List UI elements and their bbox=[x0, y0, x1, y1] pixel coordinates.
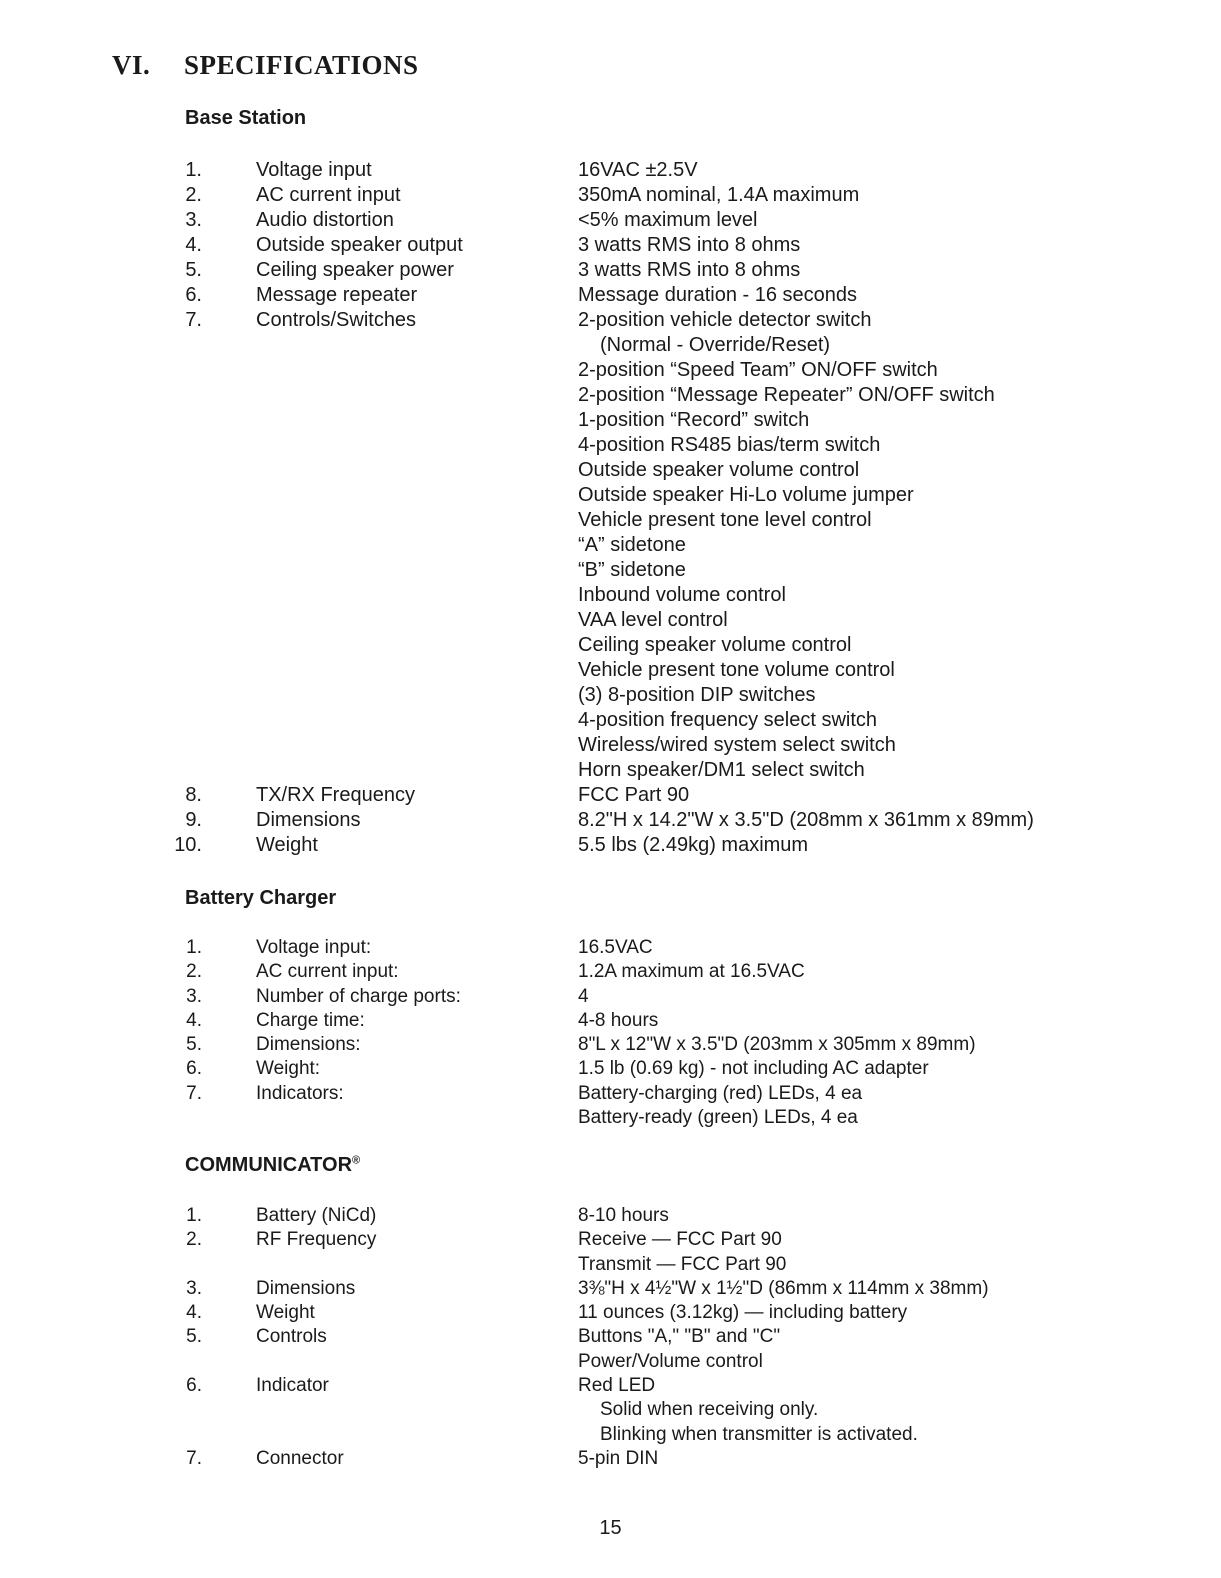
spec-row bbox=[0, 733, 1221, 758]
spec-row bbox=[0, 533, 1221, 558]
spec-number: 6. bbox=[186, 1375, 202, 1397]
spec-value: Message duration - 16 seconds bbox=[578, 284, 858, 306]
spec-value: 5.5 lbs (2.49kg) maximum bbox=[578, 834, 809, 856]
spec-label: Indicators: bbox=[256, 1082, 344, 1104]
spec-row bbox=[0, 985, 1221, 1009]
spec-row bbox=[0, 1447, 1221, 1471]
spec-value: Horn speaker/DM1 select switch bbox=[578, 759, 865, 781]
spec-value: 8"L x 12"W x 3.5"D (203mm x 305mm x 89mm) bbox=[578, 1034, 976, 1056]
spec-label: Message repeater bbox=[256, 284, 418, 306]
spec-value: Vehicle present tone level control bbox=[578, 509, 872, 531]
spec-row bbox=[0, 158, 1221, 183]
spec-label: RF Frequency bbox=[256, 1229, 377, 1251]
registered-mark: ® bbox=[352, 1154, 361, 1167]
spec-number: 8. bbox=[185, 784, 202, 806]
spec-value: “B” sidetone bbox=[578, 559, 686, 581]
spec-row bbox=[0, 1423, 1221, 1447]
spec-row bbox=[0, 1228, 1221, 1252]
spec-value: 2-position “Message Repeater” ON/OFF switch bbox=[578, 384, 995, 406]
spec-value: Battery-charging (red) LEDs, 4 ea bbox=[578, 1082, 863, 1104]
spec-value: 4-8 hours bbox=[578, 1009, 659, 1031]
spec-row bbox=[0, 960, 1221, 984]
spec-label: Weight bbox=[256, 1302, 315, 1324]
spec-label: Number of charge ports: bbox=[256, 985, 461, 1007]
spec-label: Audio distortion bbox=[256, 209, 394, 231]
spec-row bbox=[0, 608, 1221, 633]
spec-number: 4. bbox=[185, 234, 202, 256]
spec-value: Transmit — FCC Part 90 bbox=[578, 1253, 787, 1275]
spec-label: Dimensions: bbox=[256, 1034, 361, 1056]
section-title-communicator bbox=[185, 1154, 360, 1177]
base-station-spec-list bbox=[0, 158, 1221, 858]
spec-row bbox=[0, 936, 1221, 960]
spec-number: 1. bbox=[186, 937, 202, 958]
spec-row bbox=[0, 1106, 1221, 1130]
spec-value: 1-position “Record” switch bbox=[578, 409, 810, 431]
spec-value: 2-position “Speed Team” ON/OFF switch bbox=[578, 359, 938, 381]
spec-label: Weight: bbox=[256, 1058, 321, 1080]
heading-number: VI. bbox=[112, 50, 151, 80]
spec-row bbox=[0, 458, 1221, 483]
spec-row bbox=[0, 758, 1221, 783]
spec-value: 16VAC ±2.5V bbox=[578, 159, 698, 181]
spec-value: 4-position frequency select switch bbox=[578, 709, 878, 731]
spec-number: 4. bbox=[186, 1009, 202, 1031]
heading-title: SPECIFICATIONS bbox=[184, 50, 419, 80]
spec-value: 4-position RS485 bias/term switch bbox=[578, 434, 881, 456]
spec-row bbox=[0, 1057, 1221, 1081]
spec-label: Controls bbox=[256, 1326, 327, 1348]
spec-label: Ceiling speaker power bbox=[256, 259, 454, 281]
spec-value: Solid when receiving only. bbox=[600, 1399, 819, 1421]
spec-label: Indicator bbox=[256, 1375, 329, 1397]
spec-label: AC current input: bbox=[256, 961, 399, 983]
spec-number: 10. bbox=[174, 834, 202, 856]
spec-value: (Normal - Override/Reset) bbox=[600, 334, 831, 356]
spec-value: Battery-ready (green) LEDs, 4 ea bbox=[578, 1107, 858, 1129]
spec-value: 16.5VAC bbox=[578, 937, 653, 958]
spec-number: 2. bbox=[186, 961, 202, 983]
spec-row bbox=[0, 233, 1221, 258]
spec-label: Battery (NiCd) bbox=[256, 1205, 377, 1226]
spec-number: 5. bbox=[185, 259, 202, 281]
spec-label: Voltage input bbox=[256, 159, 372, 181]
spec-row bbox=[0, 783, 1221, 808]
spec-row bbox=[0, 258, 1221, 283]
spec-label: Dimensions bbox=[256, 1277, 356, 1299]
spec-row bbox=[0, 358, 1221, 383]
spec-value: 5-pin DIN bbox=[578, 1447, 659, 1469]
spec-number: 3. bbox=[186, 985, 202, 1007]
spec-label: Weight bbox=[256, 834, 318, 856]
spec-row bbox=[0, 433, 1221, 458]
spec-row bbox=[0, 658, 1221, 683]
spec-row bbox=[0, 683, 1221, 708]
spec-label: Connector bbox=[256, 1447, 344, 1469]
spec-row bbox=[0, 508, 1221, 533]
spec-value: Wireless/wired system select switch bbox=[578, 734, 896, 756]
spec-value: <5% maximum level bbox=[578, 209, 758, 231]
spec-value: Outside speaker volume control bbox=[578, 459, 860, 481]
spec-row bbox=[0, 633, 1221, 658]
spec-number: 6. bbox=[185, 284, 202, 306]
spec-row bbox=[0, 1350, 1221, 1374]
spec-number: 2. bbox=[186, 1229, 202, 1251]
spec-value: 4 bbox=[578, 985, 589, 1007]
spec-row bbox=[0, 1398, 1221, 1422]
spec-value: Inbound volume control bbox=[578, 584, 786, 606]
spec-value: 8-10 hours bbox=[578, 1205, 669, 1226]
spec-row bbox=[0, 183, 1221, 208]
spec-value: 1.5 lb (0.69 kg) - not including AC adapter bbox=[578, 1058, 929, 1080]
spec-value: Buttons "A," "B" and "C" bbox=[578, 1326, 781, 1348]
page-number: 15 bbox=[599, 1517, 622, 1539]
spec-value: 350mA nominal, 1.4A maximum bbox=[578, 184, 860, 206]
section-title-battery-charger: Battery Charger bbox=[185, 887, 337, 909]
spec-value: Outside speaker Hi-Lo volume jumper bbox=[578, 484, 914, 506]
spec-row bbox=[0, 1301, 1221, 1325]
spec-number: 3. bbox=[185, 209, 202, 231]
spec-number: 7. bbox=[186, 1082, 202, 1104]
spec-label: AC current input bbox=[256, 184, 401, 206]
spec-number: 7. bbox=[186, 1447, 202, 1469]
spec-row bbox=[0, 1033, 1221, 1057]
spec-row bbox=[0, 1277, 1221, 1301]
spec-label: TX/RX Frequency bbox=[256, 784, 415, 806]
spec-number: 6. bbox=[186, 1058, 202, 1080]
spec-value: FCC Part 90 bbox=[578, 784, 690, 806]
spec-row bbox=[0, 1325, 1221, 1349]
spec-value: (3) 8-position DIP switches bbox=[578, 684, 816, 706]
spec-row bbox=[0, 333, 1221, 358]
spec-value: Red LED bbox=[578, 1375, 656, 1397]
spec-row bbox=[0, 483, 1221, 508]
spec-row bbox=[0, 708, 1221, 733]
spec-value: 3 watts RMS into 8 ohms bbox=[578, 234, 801, 256]
spec-value: 11 ounces (3.12kg) — including battery bbox=[578, 1302, 908, 1324]
spec-value: 1.2A maximum at 16.5VAC bbox=[578, 961, 805, 983]
spec-number: 1. bbox=[185, 159, 202, 181]
spec-row bbox=[0, 208, 1221, 233]
spec-label: Charge time: bbox=[256, 1009, 365, 1031]
spec-row bbox=[0, 1204, 1221, 1228]
spec-value: “A” sidetone bbox=[578, 534, 686, 556]
spec-number: 7. bbox=[185, 309, 202, 331]
spec-row bbox=[0, 283, 1221, 308]
spec-number: 4. bbox=[186, 1302, 202, 1324]
spec-value: Vehicle present tone volume control bbox=[578, 659, 895, 681]
spec-number: 5. bbox=[186, 1034, 202, 1056]
spec-number: 9. bbox=[185, 809, 202, 831]
spec-row bbox=[0, 408, 1221, 433]
communicator-spec-list bbox=[0, 1204, 1221, 1471]
spec-number: 5. bbox=[186, 1326, 202, 1348]
battery-charger-spec-list bbox=[0, 936, 1221, 1130]
spec-label: Controls/Switches bbox=[256, 309, 417, 331]
spec-value: 2-position vehicle detector switch bbox=[578, 309, 872, 331]
spec-row bbox=[0, 308, 1221, 333]
spec-number: 2. bbox=[185, 184, 202, 206]
spec-row bbox=[0, 808, 1221, 833]
spec-row bbox=[0, 833, 1221, 858]
spec-number: 3. bbox=[186, 1277, 202, 1299]
spec-label: Outside speaker output bbox=[256, 234, 463, 256]
spec-value: 8.2"H x 14.2"W x 3.5"D (208mm x 361mm x 89mm) bbox=[578, 809, 1034, 831]
spec-value: VAA level control bbox=[578, 609, 728, 631]
spec-row bbox=[0, 1082, 1221, 1106]
spec-row bbox=[0, 1374, 1221, 1398]
page-heading bbox=[112, 50, 419, 81]
spec-label: Voltage input: bbox=[256, 937, 372, 958]
communicator-title-text: COMMUNICATOR bbox=[185, 1154, 353, 1176]
spec-value: Power/Volume control bbox=[578, 1350, 763, 1372]
spec-value: 3 watts RMS into 8 ohms bbox=[578, 259, 801, 281]
spec-value: Receive — FCC Part 90 bbox=[578, 1229, 782, 1251]
spec-number: 1. bbox=[186, 1205, 202, 1226]
section-title-base-station: Base Station bbox=[185, 107, 307, 129]
spec-row bbox=[0, 558, 1221, 583]
spec-label: Dimensions bbox=[256, 809, 361, 831]
spec-row bbox=[0, 383, 1221, 408]
spec-value: Ceiling speaker volume control bbox=[578, 634, 852, 656]
spec-value: Blinking when transmitter is activated. bbox=[600, 1423, 918, 1445]
spec-row bbox=[0, 1009, 1221, 1033]
spec-row bbox=[0, 1253, 1221, 1277]
spec-value: 3⅜"H x 4½"W x 1½"D (86mm x 114mm x 38mm) bbox=[578, 1277, 989, 1299]
spec-row bbox=[0, 583, 1221, 608]
